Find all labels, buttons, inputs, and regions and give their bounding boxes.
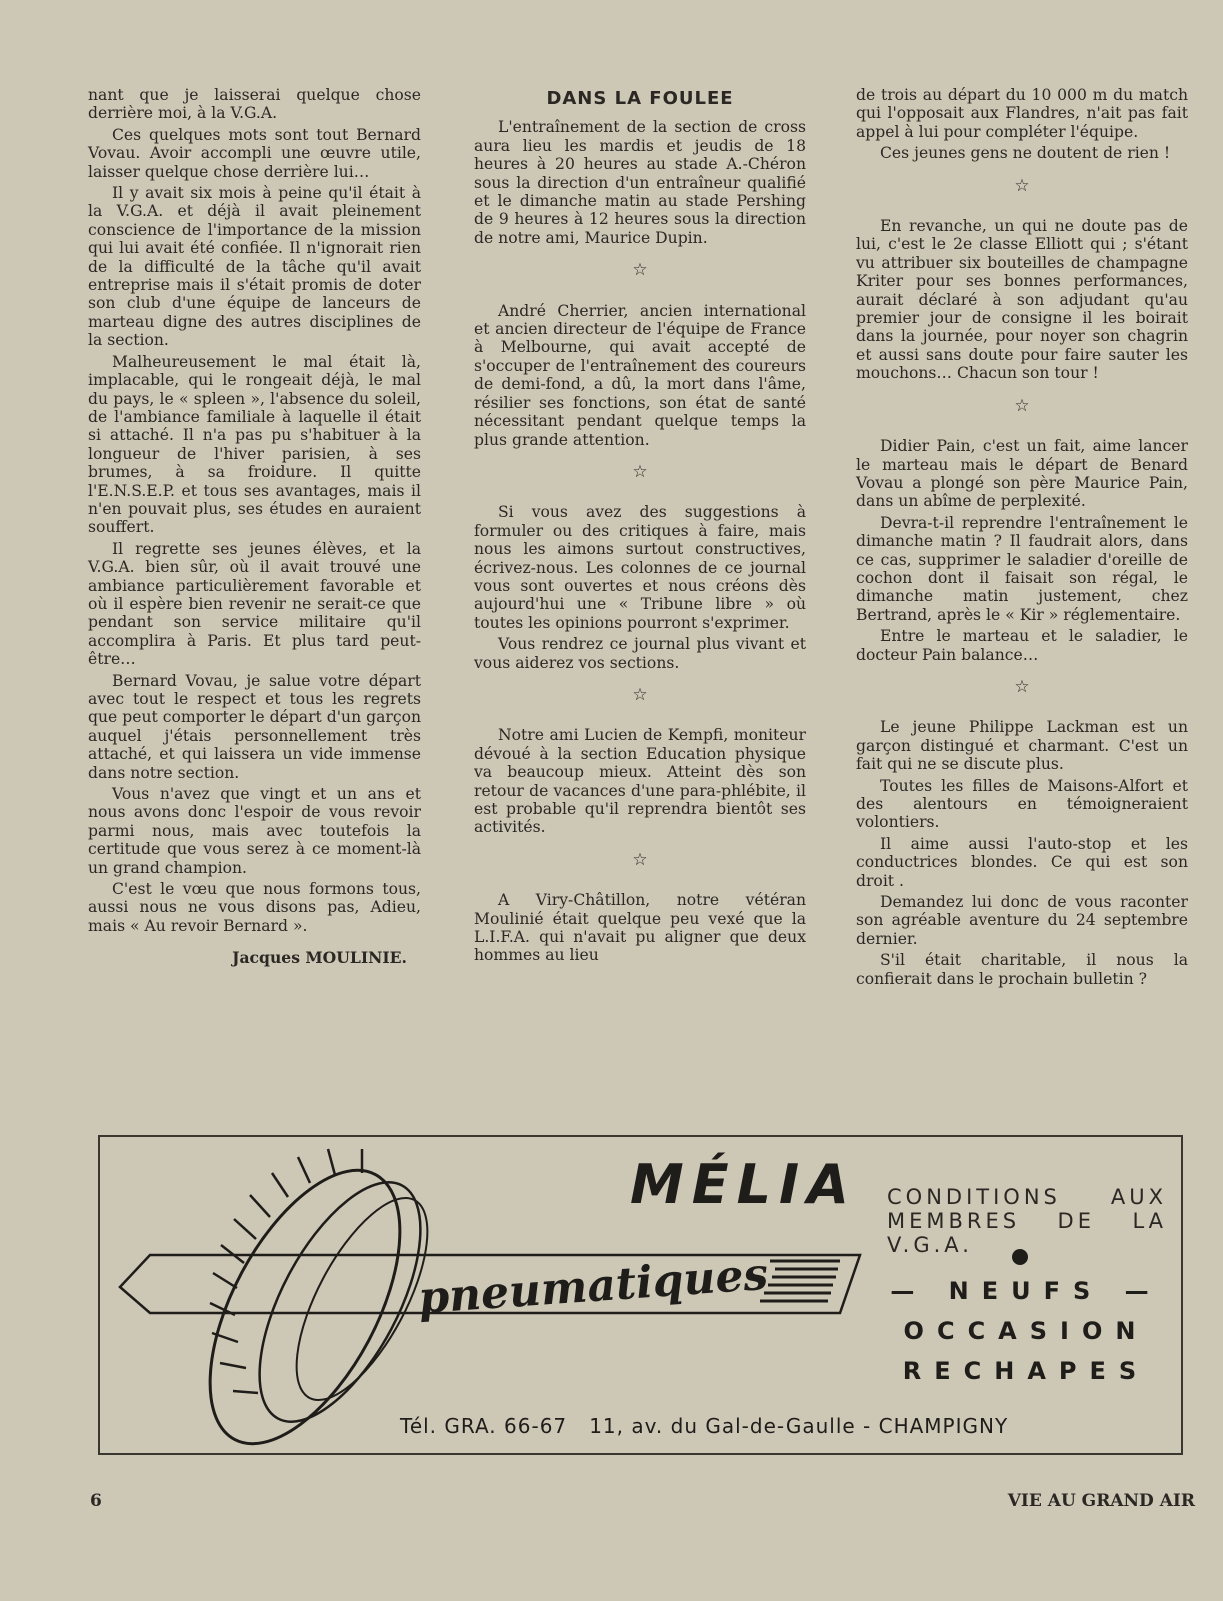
- ad-conditions: CONDITIONS AUX MEMBRES DE LA V.G.A.: [887, 1185, 1167, 1257]
- paragraph: de trois au départ du 10 000 m du match qui l'opposait aux Flandres, n'ait pas fait appel à lui pour compléter l'équipe.: [856, 86, 1188, 141]
- star-separator-icon: ☆: [1014, 676, 1030, 697]
- star-separator-icon: ☆: [632, 849, 648, 870]
- author-signature: Jacques MOULINIE.: [232, 948, 407, 968]
- paragraph: nant que je laisserai quelque chose derrière moi, à la V.G.A.: [88, 86, 421, 123]
- paragraph: A Viry-Châtillon, notre vétéran Moulinié était quelque peu vexé que la L.I.F.A. qui n'avait pu aligner que deux hommes au lieu: [474, 891, 806, 965]
- section-heading: DANS LA FOULEE: [546, 88, 734, 109]
- ad-rechapes: RECHAPES: [902, 1357, 1150, 1385]
- paragraph: Toutes les filles de Maisons-Alfort et des alentours en témoigneraient volontiers.: [856, 776, 1188, 832]
- star-separator-icon: ☆: [632, 684, 648, 705]
- bullet-dot-icon: [1012, 1249, 1028, 1265]
- star-separator-icon: ☆: [1014, 395, 1030, 416]
- tire-icon: [171, 1141, 453, 1453]
- advertisement-box: [98, 1135, 1183, 1455]
- ad-contact: Tél. GRA. 66-67 11, av. du Gal-de-Gaulle - CHAMPIGNY: [400, 1414, 1009, 1438]
- paragraph: En revanche, un qui ne doute pas de lui, c'est le 2e classe Elliott qui ; s'étant vu attribuer six bouteilles de champagne Kriter pour ses bonnes performances, aurait déclaré à son adjudant qu'au premier jour de consigne il les boirait dans la journée, pour noyer son chagrin et aussi sans doute pour faire sauter les mouchons… Chacun son tour !: [856, 217, 1188, 383]
- paragraph: Bernard Vovau, je salue votre départ avec tout le respect et tous les regrets que peut comporter le départ d'un garçon auquel j'étais personnellement très attaché, et qui laissera un vide immense dans notre section.: [88, 671, 421, 782]
- paragraph: Ces jeunes gens ne doutent de rien !: [880, 144, 1171, 163]
- paragraph: Vous rendrez ce journal plus vivant et vous aiderez vos sections.: [474, 635, 806, 672]
- ad-neufs: — NEUFS —: [890, 1277, 1162, 1305]
- paragraph: Devra-t-il reprendre l'entraînement le dimanche matin ? Il faudrait alors, dans ce cas, supprimer le saladier d'oreille de cochon dont il faisait son régal, le dimanche matin justement, chez Bertrand, après le « Kir » réglementaire.: [856, 513, 1188, 624]
- publication-name: VIE AU GRAND AIR: [1007, 1491, 1195, 1511]
- speed-lines-icon: [760, 1261, 840, 1301]
- star-separator-icon: ☆: [1014, 175, 1030, 196]
- paragraph: Malheureusement le mal était là, implacable, qui le rongeait déjà, le mal du pays, le « spleen », l'absence du soleil, de l'ambiance familiale à laquelle il était si attaché. Il n'a pas pu s'habituer à la longueur de l'hiver parisien, à ses brumes, à sa froidure. Il quitte l'E.N.S.E.P. et tous ses avantages, mais il n'en pouvait plus, ses études en auraient souffert.: [88, 352, 421, 537]
- brand-subtitle: pneumatiques: [416, 1248, 770, 1325]
- article-column-1: [88, 86, 421, 968]
- article-column-2: [474, 86, 806, 968]
- paragraph: Notre ami Lucien de Kempfi, moniteur dévoué à la section Education physique va beaucoup mieux. Atteint dès son retour de vacances d'une para-phlébite, il est probable qu'il reprendra bientôt ses activités.: [474, 726, 806, 837]
- paragraph: Vous n'avez que vingt et un ans et nous avons donc l'espoir de vous revoir parmi nous, mais avec toutefois la certitude que vous serez à ce moment-là un grand champion.: [88, 785, 421, 877]
- paragraph: Le jeune Philippe Lackman est un garçon distingué et charmant. C'est un fait qui ne se discute plus.: [856, 718, 1188, 774]
- paragraph: C'est le vœu que nous formons tous, aussi nous ne vous disons pas, Adieu, mais « Au revoir Bernard ».: [88, 880, 421, 935]
- brand-logo: MÉLIA: [630, 1153, 857, 1216]
- paragraph: L'entraînement de la section de cross aura lieu les mardis et jeudis de 18 heures à 20 heures au stade A.-Chéron sous la direction d'un entraîneur qualifié et le dimanche matin au stade Pershing de 9 heures à 12 heures sous la direction de notre ami, Maurice Dupin.: [474, 118, 806, 247]
- paragraph: Il aime aussi l'auto-stop et les conductrices blondes. Ce qui est son droit .: [856, 834, 1188, 890]
- paragraph: André Cherrier, ancien international et ancien directeur de l'équipe de France à Melbourne, qui avait accepté de s'occuper de l'entraînement des coureurs de demi-fond, a dû, la mort dans l'âme, résilier ses fonctions, son état de santé nécessitant pendant quelque temps la plus grande attention.: [474, 301, 806, 449]
- paragraph: Si vous avez des suggestions à formuler ou des critiques à faire, mais nous les aimons surtout constructives, écrivez-nous. Les colonnes de ce journal vous sont ouvertes et nous créons dès aujourd'hui une « Tribune libre » où toutes les opinions pourront s'exprimer.: [474, 503, 806, 632]
- paragraph: Didier Pain, c'est un fait, aime lancer le marteau mais le départ de Benard Vovau a plongé son père Maurice Pain, dans un abîme de perplexité.: [856, 437, 1188, 511]
- paragraph: Demandez lui donc de vous raconter son agréable aventure du 24 septembre dernier.: [856, 893, 1188, 948]
- star-separator-icon: ☆: [632, 260, 648, 281]
- page-number: 6: [90, 1491, 102, 1511]
- paragraph: S'il était charitable, il nous la confierait dans le prochain bulletin ?: [856, 951, 1188, 988]
- ad-occasion: OCCASION: [903, 1317, 1149, 1345]
- star-separator-icon: ☆: [632, 461, 648, 482]
- paragraph: Entre le marteau et le saladier, le docteur Pain balance…: [856, 627, 1188, 664]
- paragraph: Il regrette ses jeunes élèves, et la V.G.A. bien sûr, où il avait trouvé une ambiance particulièrement favorable et où il espère bien revenir ne serait-ce que pendant son service militaire qu'il accomplira à Paris. Et plus tard peut-être…: [88, 539, 421, 669]
- article-column-3: [856, 86, 1188, 991]
- paragraph: Ces quelques mots sont tout Bernard Vovau. Avoir accompli une œuvre utile, laisser quelque chose derrière lui…: [88, 125, 421, 181]
- paragraph: Il y avait six mois à peine qu'il était à la V.G.A. et déjà il avait pleinement conscience de l'importance de la mission qui lui avait été confiée. Il n'ignorait rien de la difficulté de la tâche qu'il avait entreprise mais il s'était promis de doter son club d'une équipe de lanceurs de marteau digne des autres disciplines de la section.: [88, 184, 421, 350]
